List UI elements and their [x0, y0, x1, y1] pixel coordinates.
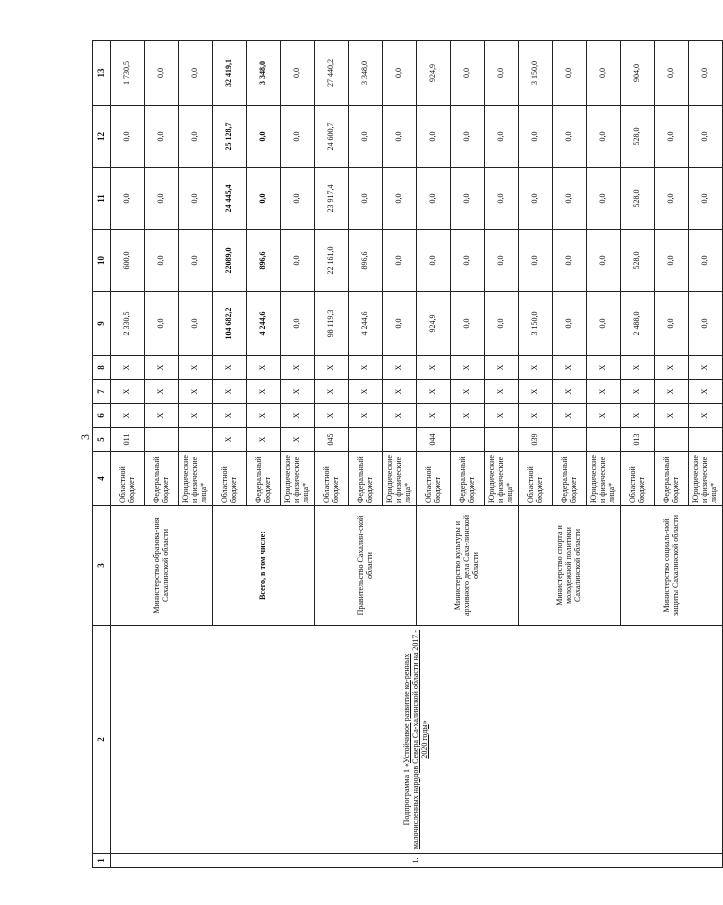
cell-c10: 0,0 — [145, 230, 179, 292]
cell-c9: 4 244,6 — [247, 292, 281, 356]
budget-table — [92, 40, 723, 868]
cell-c7: X — [587, 380, 621, 404]
cell-c7: X — [145, 380, 179, 404]
funding-source: Федеральный бюджет — [247, 452, 281, 506]
row-number: 1. — [111, 854, 723, 868]
cell-c9: 0,0 — [451, 292, 485, 356]
cell-c12: 0,0 — [451, 106, 485, 168]
cell-c11: 0,0 — [179, 168, 213, 230]
cell-c12: 0,0 — [655, 106, 689, 168]
cell-c12: 0,0 — [519, 106, 553, 168]
funding-source: Юридические и физические лица* — [485, 452, 519, 506]
cell-c13: 1 730,5 — [111, 41, 145, 106]
funding-source: Федеральный бюджет — [553, 452, 587, 506]
column-number-5: 5 — [93, 428, 111, 452]
cell-c8: X — [315, 356, 349, 380]
funding-source: Юридические и физические лица* — [587, 452, 621, 506]
funding-source: Областной бюджет — [315, 452, 349, 506]
cell-c6: X — [247, 404, 281, 428]
cell-c10: 0,0 — [383, 230, 417, 292]
cell-c10: 0,0 — [655, 230, 689, 292]
cell-c8: X — [383, 356, 417, 380]
cell-c6: X — [145, 404, 179, 428]
cell-c10: 896,6 — [247, 230, 281, 292]
cell-c5: 039 — [519, 428, 553, 452]
cell-c10: 0,0 — [689, 230, 723, 292]
cell-c12: 24 600,7 — [315, 106, 349, 168]
cell-c10: 0,0 — [553, 230, 587, 292]
cell-c5 — [689, 428, 723, 452]
cell-c13: 32 419,1 — [213, 41, 247, 106]
column-number-13: 13 — [93, 41, 111, 106]
cell-c6: X — [417, 404, 451, 428]
funding-source: Юридические и физические лица* — [689, 452, 723, 506]
cell-c8: X — [281, 356, 315, 380]
cell-c7: X — [621, 380, 655, 404]
cell-c13: 27 440,2 — [315, 41, 349, 106]
funding-source: Областной бюджет — [213, 452, 247, 506]
cell-c7: X — [519, 380, 553, 404]
funding-source: Областной бюджет — [621, 452, 655, 506]
cell-c6: X — [553, 404, 587, 428]
cell-c13: 0,0 — [383, 41, 417, 106]
cell-c7: X — [417, 380, 451, 404]
cell-c9: 0,0 — [281, 292, 315, 356]
cell-c13: 924,9 — [417, 41, 451, 106]
cell-c5: 011 — [111, 428, 145, 452]
program-prefix: Подпрограмма 1 « — [402, 763, 412, 826]
cell-c12: 0,0 — [485, 106, 519, 168]
header-row — [93, 41, 111, 868]
cell-c8: X — [587, 356, 621, 380]
cell-c11: 0,0 — [247, 168, 281, 230]
column-number-7: 7 — [93, 380, 111, 404]
cell-c8: X — [553, 356, 587, 380]
cell-c10: 22089,0 — [213, 230, 247, 292]
cell-c12: 0,0 — [111, 106, 145, 168]
cell-c11: 0,0 — [417, 168, 451, 230]
cell-c10: 0,0 — [179, 230, 213, 292]
column-number-6: 6 — [93, 404, 111, 428]
cell-c11: 0,0 — [655, 168, 689, 230]
column-number-11: 11 — [93, 168, 111, 230]
cell-c11: 0,0 — [689, 168, 723, 230]
cell-c12: 0,0 — [179, 106, 213, 168]
cell-c8: X — [145, 356, 179, 380]
funding-source: Юридические и физические лица* — [383, 452, 417, 506]
funding-source: Юридические и физические лица* — [179, 452, 213, 506]
funding-source: Областной бюджет — [111, 452, 145, 506]
column-number-8: 8 — [93, 356, 111, 380]
cell-c13: 0,0 — [451, 41, 485, 106]
cell-c13: 0,0 — [145, 41, 179, 106]
cell-c8: X — [519, 356, 553, 380]
cell-c10: 22 161,0 — [315, 230, 349, 292]
cell-c7: X — [179, 380, 213, 404]
cell-c8: X — [451, 356, 485, 380]
cell-c8: X — [213, 356, 247, 380]
cell-c9: 2 330,5 — [111, 292, 145, 356]
cell-c9: 3 150,0 — [519, 292, 553, 356]
cell-c11: 528,0 — [621, 168, 655, 230]
cell-c12: 528,0 — [621, 106, 655, 168]
cell-c13: 904,0 — [621, 41, 655, 106]
executor-name: Министерство образова-ния Сахалинской области — [111, 506, 213, 626]
cell-c12: 25 128,7 — [213, 106, 247, 168]
cell-c5: 044 — [417, 428, 451, 452]
column-number-12: 12 — [93, 106, 111, 168]
cell-c12: 0,0 — [145, 106, 179, 168]
funding-source: Федеральный бюджет — [145, 452, 179, 506]
cell-c8: X — [621, 356, 655, 380]
cell-c8: X — [111, 356, 145, 380]
cell-c6: X — [383, 404, 417, 428]
cell-c5 — [145, 428, 179, 452]
cell-c9: 0,0 — [383, 292, 417, 356]
cell-c6: X — [213, 404, 247, 428]
cell-c13: 3 348,0 — [349, 41, 383, 106]
cell-c9: 0,0 — [485, 292, 519, 356]
cell-c11: 0,0 — [111, 168, 145, 230]
cell-c6: X — [451, 404, 485, 428]
cell-c6: X — [111, 404, 145, 428]
cell-c6: X — [689, 404, 723, 428]
cell-c8: X — [655, 356, 689, 380]
cell-c5: X — [247, 428, 281, 452]
cell-c11: 0,0 — [553, 168, 587, 230]
cell-c13: 0,0 — [587, 41, 621, 106]
cell-c13: 0,0 — [485, 41, 519, 106]
cell-c8: X — [247, 356, 281, 380]
cell-c12: 0,0 — [247, 106, 281, 168]
cell-c6: X — [621, 404, 655, 428]
cell-c6: X — [315, 404, 349, 428]
cell-c6: X — [519, 404, 553, 428]
funding-source: Федеральный бюджет — [451, 452, 485, 506]
cell-c12: 0,0 — [553, 106, 587, 168]
cell-c5 — [587, 428, 621, 452]
cell-c7: X — [111, 380, 145, 404]
cell-c12: 0,0 — [383, 106, 417, 168]
column-number-4: 4 — [93, 452, 111, 506]
cell-c6: X — [587, 404, 621, 428]
cell-c10: 0,0 — [519, 230, 553, 292]
cell-c10: 600,0 — [111, 230, 145, 292]
cell-c13: 0,0 — [655, 41, 689, 106]
cell-c8: X — [179, 356, 213, 380]
cell-c7: X — [247, 380, 281, 404]
cell-c5: X — [281, 428, 315, 452]
cell-c10: 0,0 — [587, 230, 621, 292]
cell-c9: 98 119,3 — [315, 292, 349, 356]
executor-name: Министерство социаль-ной защиты Сахалинской области — [621, 506, 723, 626]
cell-c7: X — [281, 380, 315, 404]
cell-c7: X — [315, 380, 349, 404]
cell-c11: 0,0 — [485, 168, 519, 230]
column-number-9: 9 — [93, 292, 111, 356]
cell-c7: X — [485, 380, 519, 404]
funding-source: Юридические и физические лица* — [281, 452, 315, 506]
rotated-table-frame — [92, 41, 718, 868]
cell-c11: 0,0 — [383, 168, 417, 230]
cell-c10: 0,0 — [485, 230, 519, 292]
cell-c9: 2 488,0 — [621, 292, 655, 356]
funding-source: Областной бюджет — [519, 452, 553, 506]
cell-c12: 0,0 — [349, 106, 383, 168]
cell-c10: 528,0 — [621, 230, 655, 292]
cell-c5 — [485, 428, 519, 452]
cell-c6: X — [281, 404, 315, 428]
cell-c13: 0,0 — [553, 41, 587, 106]
cell-c6: X — [655, 404, 689, 428]
cell-c9: 924,9 — [417, 292, 451, 356]
program-suffix: » — [419, 720, 429, 725]
cell-c12: 0,0 — [587, 106, 621, 168]
executor-name: Министерство культуры и архивного дела Саха-линской области — [417, 506, 519, 626]
column-number-10: 10 — [93, 230, 111, 292]
executor-name: Всего, в том числе: — [213, 506, 315, 626]
cell-c5 — [553, 428, 587, 452]
cell-c9: 0,0 — [587, 292, 621, 356]
cell-c7: X — [655, 380, 689, 404]
cell-c9: 0,0 — [689, 292, 723, 356]
cell-c12: 0,0 — [689, 106, 723, 168]
cell-c7: X — [383, 380, 417, 404]
cell-c13: 0,0 — [281, 41, 315, 106]
cell-c6: X — [349, 404, 383, 428]
cell-c11: 0,0 — [519, 168, 553, 230]
cell-c8: X — [349, 356, 383, 380]
funding-source: Федеральный бюджет — [349, 452, 383, 506]
cell-c5 — [451, 428, 485, 452]
cell-c7: X — [689, 380, 723, 404]
cell-c9: 104 682,2 — [213, 292, 247, 356]
cell-c8: X — [689, 356, 723, 380]
cell-c11: 0,0 — [145, 168, 179, 230]
column-number-3: 3 — [93, 506, 111, 626]
page-number: 3 — [78, 434, 92, 440]
funding-source: Областной бюджет — [417, 452, 451, 506]
cell-c6: X — [485, 404, 519, 428]
cell-c10: 0,0 — [281, 230, 315, 292]
executor-name: Правительство Сахалин-ской области — [315, 506, 417, 626]
executor-name: Министерство спорта и молодежной политики Сахалинской области — [519, 506, 621, 626]
column-number-1: 1 — [93, 854, 111, 868]
cell-c13: 0,0 — [179, 41, 213, 106]
cell-c13: 3 348,0 — [247, 41, 281, 106]
cell-c8: X — [485, 356, 519, 380]
cell-c13: 0,0 — [689, 41, 723, 106]
cell-c5 — [655, 428, 689, 452]
cell-c6: X — [179, 404, 213, 428]
cell-c7: X — [349, 380, 383, 404]
column-number-2: 2 — [93, 626, 111, 854]
cell-c7: X — [451, 380, 485, 404]
cell-c7: X — [553, 380, 587, 404]
cell-c8: X — [417, 356, 451, 380]
cell-c9: 0,0 — [179, 292, 213, 356]
cell-c11: 0,0 — [281, 168, 315, 230]
cell-c9: 0,0 — [553, 292, 587, 356]
funding-source: Федеральный бюджет — [655, 452, 689, 506]
cell-c5: 045 — [315, 428, 349, 452]
program-title-cell — [111, 626, 723, 854]
cell-c10: 896,6 — [349, 230, 383, 292]
cell-c9: 4 244,6 — [349, 292, 383, 356]
cell-c11: 24 445,4 — [213, 168, 247, 230]
cell-c5 — [179, 428, 213, 452]
cell-c7: X — [213, 380, 247, 404]
cell-c11: 0,0 — [451, 168, 485, 230]
cell-c11: 0,0 — [587, 168, 621, 230]
cell-c12: 0,0 — [281, 106, 315, 168]
cell-c11: 23 917,4 — [315, 168, 349, 230]
cell-c5: 013 — [621, 428, 655, 452]
cell-c9: 0,0 — [145, 292, 179, 356]
cell-c5 — [349, 428, 383, 452]
cell-c10: 0,0 — [417, 230, 451, 292]
cell-c9: 0,0 — [655, 292, 689, 356]
cell-c11: 0,0 — [349, 168, 383, 230]
table-row — [111, 41, 145, 868]
cell-c5: X — [213, 428, 247, 452]
cell-c10: 0,0 — [451, 230, 485, 292]
cell-c5 — [383, 428, 417, 452]
cell-c13: 3 150,0 — [519, 41, 553, 106]
program-title: Устойчивое развитие ко-ренных малочисленных народов Севера Са-халинской области на 2017 - 2020 годы — [402, 629, 429, 850]
cell-c12: 0,0 — [417, 106, 451, 168]
